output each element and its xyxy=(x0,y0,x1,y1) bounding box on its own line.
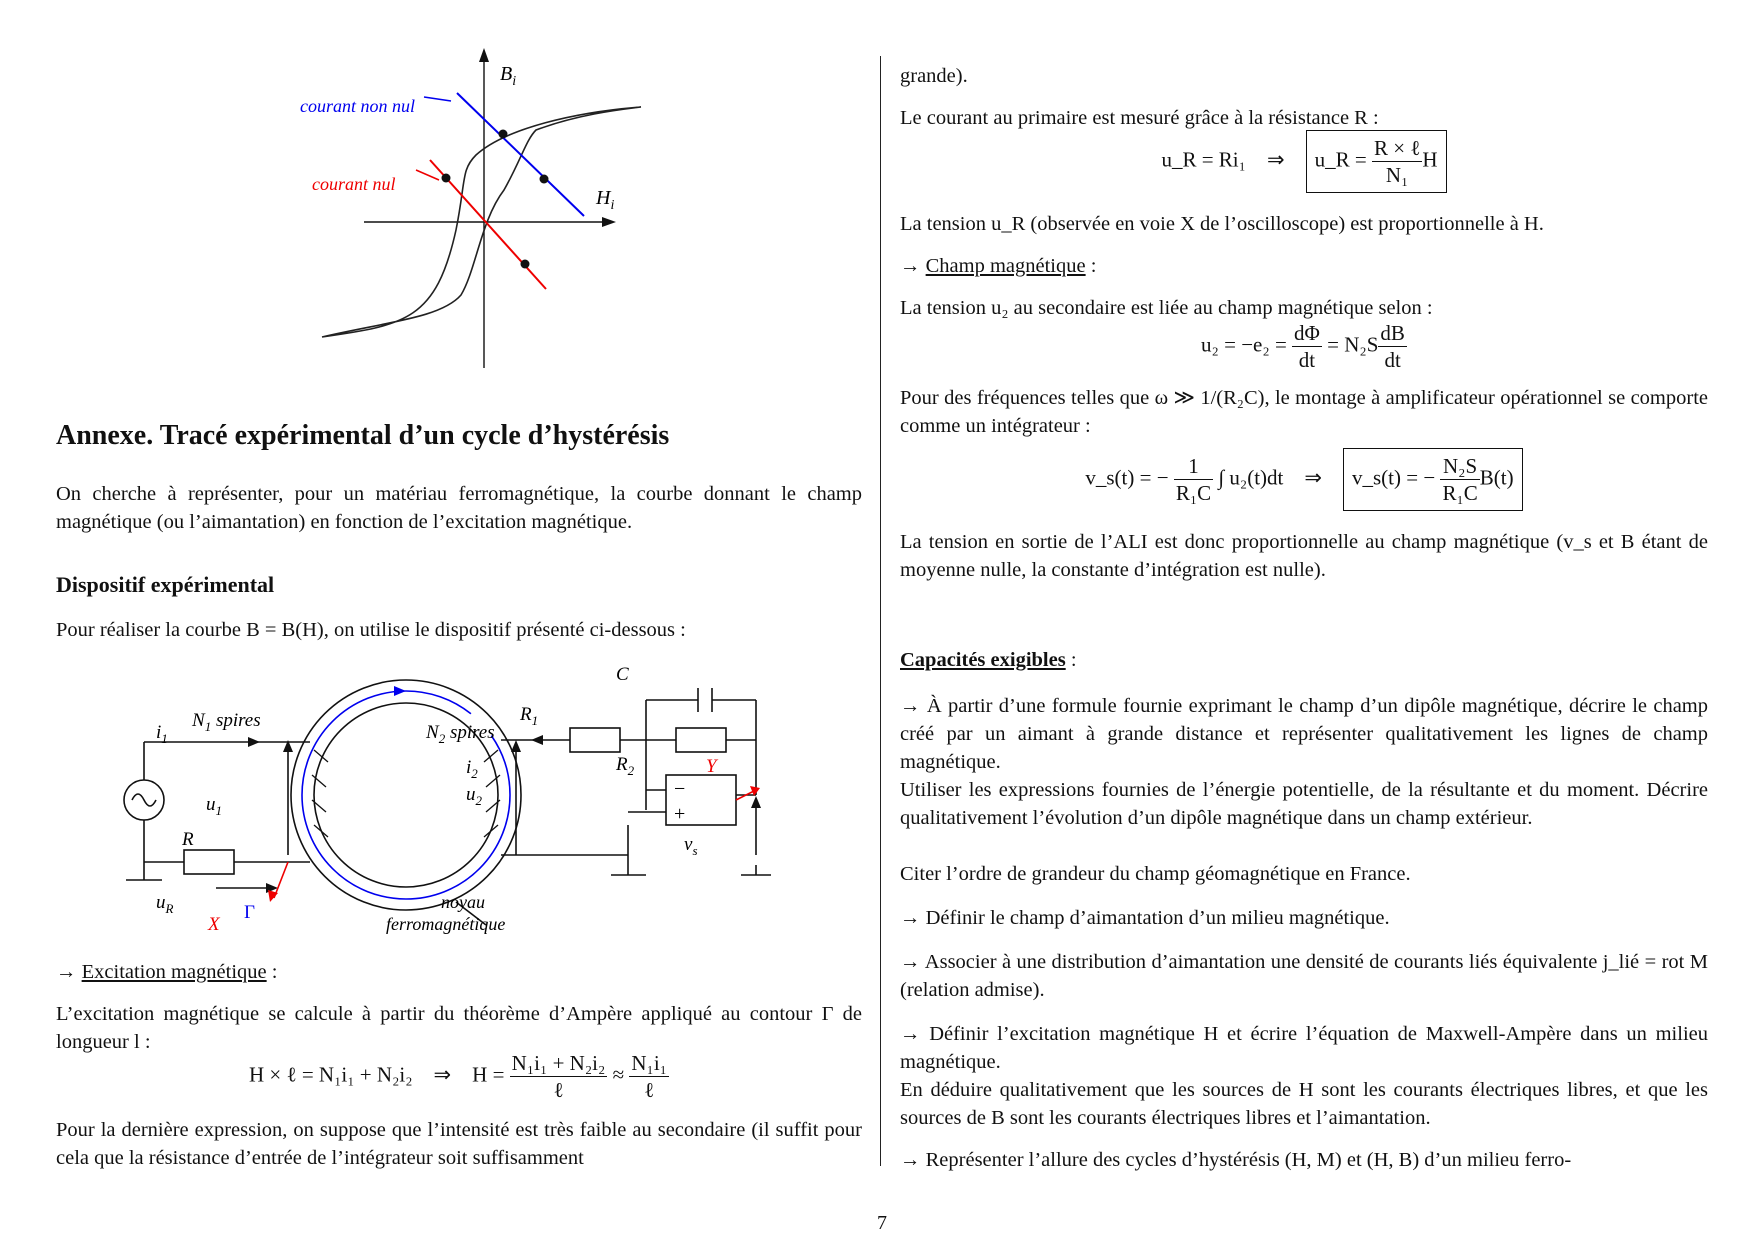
label-n2: $N_2$ spires xyxy=(426,722,495,746)
label-x: X xyxy=(208,914,220,935)
resistor-r1 xyxy=(570,728,620,752)
capacite-4b: En déduire qualitativement que les sources de H sont les courants électriques libres, et que les sources de B sont les courants électriques libres et l’aimantation. xyxy=(900,1079,1708,1129)
capacite-4: → Définir l’excitation magnétique H et écrire l’équation de Maxwell-Ampère dans un milieu magnétique. xyxy=(900,1023,1708,1073)
equation-ur: u_R = Ri₁ ⇒ u_R = $\frac{\text{R × ℓ}}{\text{N₁}}$ H xyxy=(900,130,1708,193)
ali-text: La tension en sortie de l’ALI est donc proportionnelle au champ magnétique (v_s et B étant de moyenne nulle, la constante d’intégration est nulle). xyxy=(900,531,1708,581)
dispositif-title: Dispositif expérimental xyxy=(56,572,275,597)
label-c: C xyxy=(616,664,629,685)
axis-y-label: $B_i$ xyxy=(500,63,517,89)
equation-h: H × ℓ = N₁i₁ + N₂i₂ ⇒ H = $\frac{\text{N₁i₁ + N₂i₂}}{\text{ℓ}}$ ≈ $\frac{\text{N₁i₁}}{\text{ℓ}}$ xyxy=(249,1051,667,1102)
champ-heading: → Champ magnétique : xyxy=(900,255,1097,277)
tension-ur-text: La tension u_R (observée en voie X de l’oscilloscope) est proportionnelle à H. xyxy=(900,213,1544,235)
excitation-heading: → Excitation magnétique : xyxy=(56,961,278,983)
excitation-text: L’excitation magnétique se calcule à partir du théorème d’Ampère appliqué au contour Γ de longueur l : xyxy=(56,1003,862,1053)
label-plus: + xyxy=(674,803,686,825)
equation-u2: u₂ = −e₂ = $\frac{d\Phi}{dt}$ = N₂S $\frac{dB}{dt}$ xyxy=(1201,321,1405,372)
continuation: grande). xyxy=(900,65,968,87)
resistor-r xyxy=(184,850,234,874)
intersection-point xyxy=(521,260,530,269)
freq-text: Pour des fréquences telles que ω ≫ 1/(R₂C), le montage à amplificateur opérationnel se comporte comme un intégrateur : xyxy=(900,387,1708,437)
dispositif-text: Pour réaliser la courbe B = B(H), on utilise le dispositif présenté ci-dessous : xyxy=(56,619,686,641)
circuit-diagram xyxy=(56,640,862,940)
intersection-point xyxy=(499,130,508,139)
blue-label-pointer xyxy=(424,97,451,101)
capacite-1: → À partir d’une formule fournie exprimant le champ d’un dipôle magnétique, décrire le champ créé par un aimant à grande distance et représenter qualitativement les lignes de champ magnétique. xyxy=(900,695,1708,773)
red-label-pointer xyxy=(416,170,439,180)
label-courant-nul: courant nul xyxy=(312,174,396,194)
y-axis-arrow xyxy=(479,48,489,62)
x-axis-arrow xyxy=(602,217,616,227)
page-number: 7 xyxy=(877,1212,887,1234)
label-i2: $i_2$ xyxy=(466,757,478,781)
resistor-r2 xyxy=(676,728,726,752)
label-courant-non-nul: courant non nul xyxy=(300,96,415,116)
label-gamma: Γ xyxy=(244,902,255,923)
label-i1: $i_1$ xyxy=(156,722,168,746)
label-y: Y xyxy=(706,756,717,777)
column-divider xyxy=(880,56,881,1166)
label-u2: $u_2$ xyxy=(466,784,482,808)
annexe-title: Annexe. Tracé expérimental d’un cycle d’hystérésis xyxy=(56,420,670,451)
label-r1: $R_1$ xyxy=(520,704,539,728)
capacite-1c: Citer l’ordre de grandeur du champ géomagnétique en France. xyxy=(900,863,1411,885)
capacite-3: → Associer à une distribution d’aimantation une densité de courants liés équivalente j_lié = rot M (relation admise). xyxy=(900,951,1708,1001)
intersection-point xyxy=(540,175,549,184)
label-r2: $R_2$ xyxy=(616,754,635,778)
torus-outer xyxy=(291,680,521,910)
label-minus: − xyxy=(674,778,686,800)
equation-vs: v_s(t) = − $\frac{1}{\text{R₁C}}$ ∫ u₂(t)dt ⇒ v_s(t) = − $\frac{\text{N₂S}}{\text{R₁C}}$ B(t) xyxy=(900,448,1708,511)
capacite-1b: Utiliser les expressions fournies de l’énergie potentielle, de la résultante et du moment. Décrire qualitativement l’évolution d’un dipôle magnétique dans un champ extérieur. xyxy=(900,779,1708,829)
capacites-heading: Capacités exigibles : xyxy=(900,649,1077,671)
primaire-text: Le courant au primaire est mesuré grâce à la résistance R : xyxy=(900,107,1379,129)
label-r: R xyxy=(182,829,194,850)
label-vs: $v_s$ xyxy=(684,834,698,858)
label-noyau: noyau xyxy=(441,892,485,912)
axis-x-label: $H_i$ xyxy=(596,187,615,213)
label-n1: $N_1$ spires xyxy=(192,710,261,734)
label-u1: $u_1$ xyxy=(206,794,222,818)
intersection-point xyxy=(442,174,451,183)
label-ferromagnetique: ferromagnétique xyxy=(386,914,506,934)
u2-text: La tension u₂ au secondaire est liée au champ magnétique selon : xyxy=(900,297,1433,319)
annexe-intro: On cherche à représenter, pour un matériau ferromagnétique, la courbe donnant le champ magnétique (ou l’aimantation) en fonction de l’excitation magnétique. xyxy=(56,483,862,533)
label-ur: $u_R$ xyxy=(156,892,174,916)
hysteresis-graph xyxy=(56,0,862,400)
capacite-2: → Définir le champ d’aimantation d’un milieu magnétique. xyxy=(900,907,1390,929)
excitation-after: Pour la dernière expression, on suppose que l’intensité est très faible au secondaire (il suffit pour cela que la résistance d’entrée de l’intégrateur soit suffisamment xyxy=(56,1119,862,1169)
capacite-5: → Représenter l’allure des cycles d’hystérésis (H, M) et (H, B) d’un milieu ferro- xyxy=(900,1149,1572,1171)
